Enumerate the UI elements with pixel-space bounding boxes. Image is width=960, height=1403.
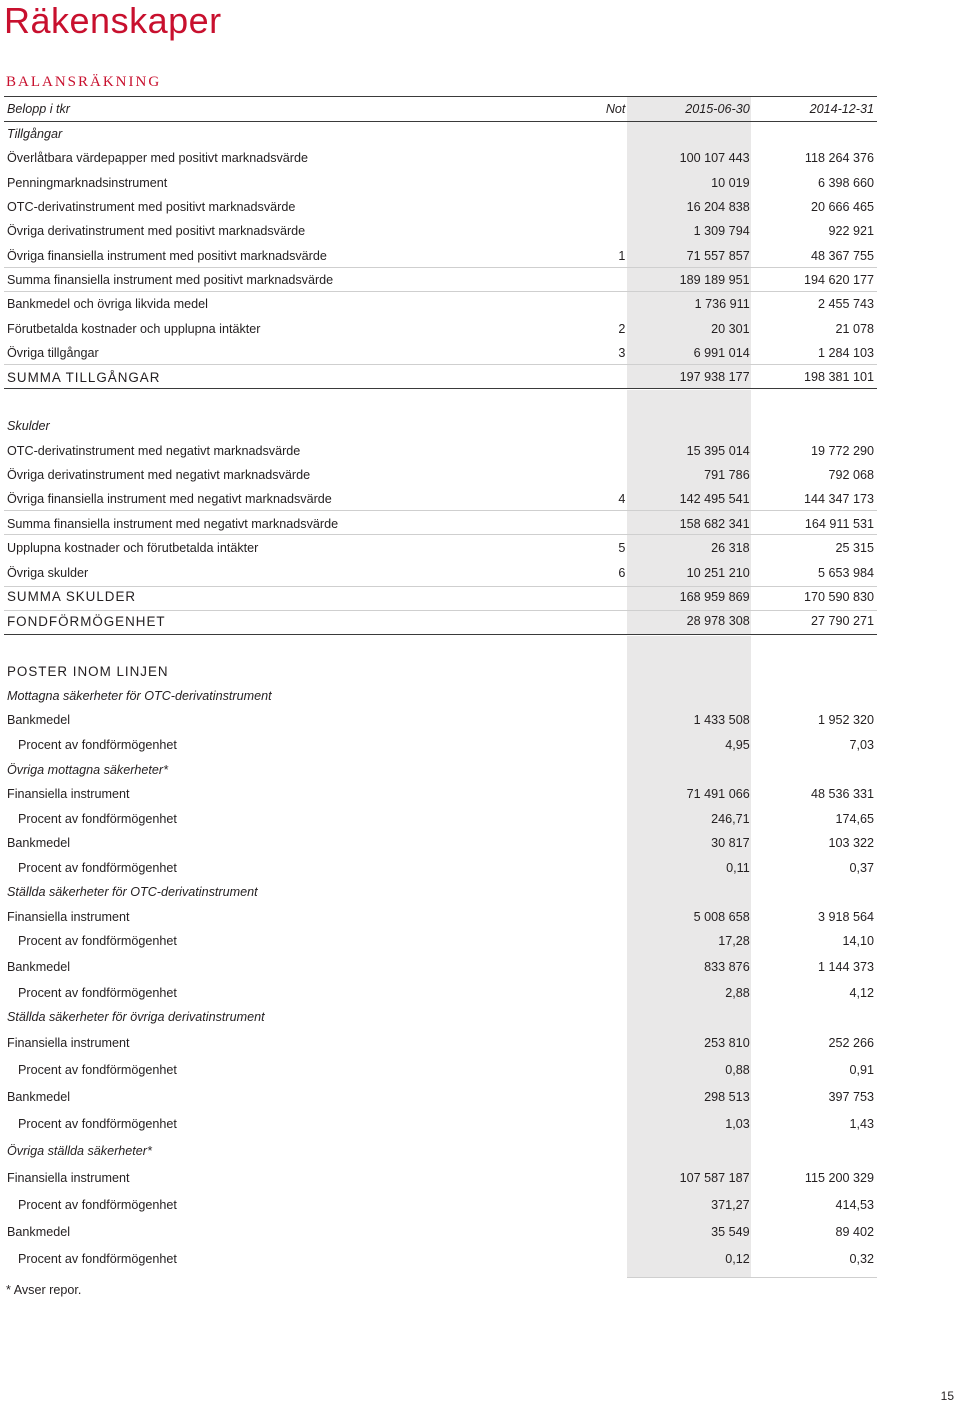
row-value-2014: 0,37 — [849, 860, 874, 875]
row-label: Övriga derivatinstrument med negativt marknadsvärde — [7, 467, 311, 482]
row-label: Bankmedel — [7, 1225, 71, 1239]
row-value-2015: 0,88 — [725, 1063, 750, 1077]
offbalance-row — [4, 757, 877, 782]
row-note — [591, 365, 628, 389]
row-label: Övriga tillgångar — [7, 345, 99, 360]
footnote: * Avser repor. — [6, 1283, 82, 1297]
row-note: 2 — [618, 321, 626, 336]
row-label: Finansiella instrument — [7, 787, 130, 802]
row-value-2014: 48 536 331 — [810, 787, 874, 802]
row-note — [591, 1192, 628, 1219]
row-value-2014: 252 266 — [828, 1036, 874, 1050]
row-value-2014 — [753, 1005, 877, 1030]
row-label: Överlåtbara värdepapper med positivt marknadsvärde — [7, 151, 309, 166]
offbalance-row — [4, 856, 877, 881]
row-note — [591, 1246, 628, 1272]
offbalance-row — [4, 1084, 877, 1111]
row-value-2014: 25 315 — [835, 541, 874, 556]
row-label: Procent av fondförmögenhet — [18, 1251, 177, 1266]
row-label: Procent av fondförmögenhet — [18, 1063, 177, 1077]
row-note — [591, 1138, 628, 1165]
assets-row — [4, 122, 877, 146]
offbalance-table — [4, 659, 877, 1272]
row-value-2015: 158 682 341 — [679, 516, 750, 531]
row-value-2015: 20 301 — [711, 321, 750, 336]
row-value-2014: 115 200 329 — [804, 1171, 874, 1185]
row-label: Övriga finansiella instrument med positivt marknadsvärde — [7, 248, 327, 263]
row-label: Finansiella instrument — [7, 1171, 130, 1185]
row-note — [591, 1219, 628, 1246]
row-note: 1 — [618, 248, 626, 263]
row-value-2015: 107 587 187 — [679, 1171, 750, 1185]
row-label: Summa finansiella instrument med positivt marknadsvärde — [7, 272, 334, 287]
row-label: Bankmedel — [7, 960, 71, 974]
row-label: Skulder — [7, 419, 50, 434]
row-value-2014: 7,03 — [849, 737, 874, 752]
row-value-2014: 1 952 320 — [817, 713, 874, 728]
row-value-2015: 1 433 508 — [693, 713, 750, 728]
rule-fund — [4, 634, 877, 635]
row-note — [591, 708, 628, 733]
row-label: Förutbetalda kostnader och upplupna intäkter — [7, 321, 261, 336]
row-value-2014: 414,53 — [835, 1198, 874, 1212]
row-value-2014: 118 264 376 — [804, 151, 874, 166]
row-note: 5 — [618, 541, 626, 556]
row-value-2014: 5 653 984 — [817, 565, 874, 580]
row-label: Procent av fondförmögenhet — [18, 737, 177, 752]
offbalance-row — [4, 831, 877, 856]
row-value-2015: 1 309 794 — [693, 224, 750, 239]
offbalance-row — [4, 684, 877, 709]
row-value-2015: 0,11 — [726, 860, 750, 875]
row-value-2014: 0,32 — [849, 1251, 874, 1266]
page-title: Räkenskaper — [4, 0, 222, 41]
row-note — [591, 782, 628, 807]
row-value-2015 — [628, 684, 752, 709]
row-value-2015: 298 513 — [704, 1090, 750, 1104]
row-value-2015 — [628, 880, 752, 905]
liabilities-row — [4, 560, 877, 584]
row-value-2015: 371,27 — [711, 1198, 750, 1212]
row-value-2015: 197 938 177 — [679, 370, 750, 385]
row-note — [591, 122, 628, 146]
row-value-2015: 4,95 — [725, 737, 750, 752]
row-value-2014: 0,91 — [849, 1063, 874, 1077]
row-label: Bankmedel — [7, 713, 71, 728]
row-label: SUMMA TILLGÅNGAR — [7, 369, 161, 385]
row-value-2014 — [753, 684, 877, 709]
row-note — [591, 1165, 628, 1192]
row-label: Bankmedel och övriga likvida medel — [7, 297, 208, 312]
offbalance-row — [4, 929, 877, 954]
row-value-2015: 10 019 — [711, 175, 750, 190]
row-value-2015: 10 251 210 — [686, 565, 750, 580]
row-value-2014: 170 590 830 — [803, 589, 874, 604]
row-value-2015 — [628, 414, 752, 438]
row-label: FONDFÖRMÖGENHET — [7, 613, 166, 629]
row-value-2015: 1 736 911 — [694, 297, 750, 312]
row-note — [591, 954, 628, 981]
row-value-2014: 48 367 755 — [810, 248, 874, 263]
row-value-2015: 30 817 — [711, 836, 750, 851]
row-value-2014 — [753, 122, 877, 146]
row-label: Upplupna kostnader och förutbetalda intäkter — [7, 541, 259, 556]
row-value-2014: 1 284 103 — [817, 345, 874, 360]
row-note — [591, 659, 628, 684]
row-value-2014: 922 921 — [828, 224, 874, 239]
balance-header — [4, 97, 877, 121]
row-value-2015: 168 959 869 — [679, 589, 750, 604]
offbalance-row — [4, 981, 877, 1006]
assets-row — [4, 146, 877, 170]
row-note — [591, 1030, 628, 1057]
row-note — [591, 146, 628, 170]
row-note — [591, 856, 628, 881]
header-col-2015: 2015-06-30 — [685, 102, 750, 117]
liabilities-row — [4, 585, 877, 609]
offbalance-row — [4, 1138, 877, 1165]
row-note — [591, 981, 628, 1006]
header-col-2014: 2014-12-31 — [809, 102, 874, 117]
offbalance-row — [4, 659, 877, 684]
offbalance-row — [4, 1005, 877, 1030]
row-value-2015: 5 008 658 — [693, 909, 750, 924]
row-value-2014: 6 398 660 — [817, 175, 874, 190]
row-note — [591, 438, 628, 462]
row-note — [591, 733, 628, 758]
assets-row — [4, 195, 877, 219]
row-value-2015 — [628, 1005, 752, 1030]
assets-row — [4, 219, 877, 243]
row-note: 4 — [618, 492, 626, 507]
row-note: 3 — [618, 345, 626, 360]
row-value-2015 — [628, 122, 752, 146]
offbalance-row — [4, 1165, 877, 1192]
row-value-2015: 71 491 066 — [686, 787, 750, 802]
offbalance-row — [4, 1057, 877, 1084]
row-label: Ställda säkerheter för övriga derivatinstrument — [7, 1010, 265, 1025]
liabilities-row — [4, 463, 877, 487]
row-value-2014: 198 381 101 — [803, 370, 874, 385]
row-value-2015: 0,12 — [725, 1251, 750, 1266]
liabilities-row — [4, 487, 877, 511]
row-label: SUMMA SKULDER — [7, 589, 137, 605]
liabilities-row — [4, 512, 877, 536]
row-value-2014: 1,43 — [849, 1117, 874, 1131]
offbalance-row — [4, 807, 877, 832]
row-value-2014: 19 772 290 — [810, 443, 874, 458]
row-note — [591, 195, 628, 219]
row-label: Mottagna säkerheter för OTC-derivatinstrument — [7, 688, 272, 703]
row-value-2014: 4,12 — [849, 985, 874, 1000]
row-value-2014: 27 790 271 — [810, 614, 874, 629]
liabilities-row — [4, 536, 877, 560]
row-note — [591, 609, 628, 633]
rule-offbalance-end — [627, 1277, 877, 1278]
row-value-2014: 164 911 531 — [804, 516, 874, 531]
row-label: Bankmedel — [7, 836, 71, 851]
row-label: Övriga finansiella instrument med negativt marknadsvärde — [7, 492, 332, 507]
row-label: Finansiella instrument — [7, 909, 130, 924]
row-label: POSTER INOM LINJEN — [7, 663, 169, 679]
row-value-2015: 71 557 857 — [686, 248, 750, 263]
row-value-2015: 2,88 — [725, 985, 750, 1000]
assets-row — [4, 171, 877, 195]
row-value-2014: 14,10 — [842, 934, 874, 949]
row-label: OTC-derivatinstrument med negativt marknadsvärde — [7, 443, 301, 458]
row-value-2015: 16 204 838 — [686, 200, 750, 215]
row-value-2014: 174,65 — [835, 811, 874, 826]
row-value-2014 — [753, 757, 877, 782]
offbalance-row — [4, 905, 877, 930]
assets-row — [4, 316, 877, 340]
offbalance-row — [4, 733, 877, 758]
row-note — [591, 219, 628, 243]
assets-row — [4, 292, 877, 316]
row-note — [591, 880, 628, 905]
row-label: Procent av fondförmögenhet — [18, 934, 177, 949]
offbalance-row — [4, 1219, 877, 1246]
row-note: 6 — [618, 565, 626, 580]
row-value-2015: 1,03 — [725, 1117, 750, 1131]
offbalance-row — [4, 1030, 877, 1057]
row-label: Procent av fondförmögenhet — [18, 811, 177, 826]
assets-row — [4, 268, 877, 292]
row-label: Bankmedel — [7, 1090, 71, 1104]
row-label: Ställda säkerheter för OTC-derivatinstrument — [7, 885, 258, 900]
row-value-2015: 26 318 — [711, 541, 750, 556]
row-value-2015: 100 107 443 — [679, 151, 750, 166]
offbalance-row — [4, 1111, 877, 1138]
row-note — [591, 1005, 628, 1030]
row-value-2014: 2 455 743 — [817, 297, 874, 312]
page-number: 15 — [940, 1389, 954, 1403]
row-note — [591, 1084, 628, 1111]
row-label: OTC-derivatinstrument med positivt marknadsvärde — [7, 200, 296, 215]
row-value-2015: 253 810 — [704, 1036, 750, 1050]
row-label: Övriga derivatinstrument med positivt marknadsvärde — [7, 224, 306, 239]
assets-row — [4, 341, 877, 365]
row-label: Procent av fondförmögenhet — [18, 1198, 177, 1212]
liabilities-row — [4, 609, 877, 633]
row-value-2015: 28 978 308 — [686, 614, 750, 629]
row-value-2014: 103 322 — [828, 836, 874, 851]
row-value-2015: 791 786 — [704, 467, 750, 482]
row-note — [591, 414, 628, 438]
row-note — [591, 831, 628, 856]
row-value-2014: 89 402 — [835, 1225, 874, 1239]
offbalance-row — [4, 880, 877, 905]
row-value-2014: 792 068 — [828, 467, 874, 482]
row-label: Övriga mottagna säkerheter* — [7, 762, 169, 777]
row-value-2014: 20 666 465 — [810, 200, 874, 215]
offbalance-row — [4, 1246, 877, 1272]
row-value-2015: 246,71 — [711, 811, 750, 826]
liabilities-table — [4, 414, 877, 634]
offbalance-row — [4, 782, 877, 807]
row-label: Finansiella instrument — [7, 1036, 130, 1050]
row-label: Penningmarknadsinstrument — [7, 175, 168, 190]
liabilities-row — [4, 414, 877, 438]
row-value-2014: 144 347 173 — [803, 492, 874, 507]
row-label: Övriga skulder — [7, 565, 89, 580]
row-value-2014: 3 918 564 — [817, 909, 874, 924]
row-label: Tillgångar — [7, 127, 63, 142]
row-value-2014 — [753, 880, 877, 905]
row-note — [591, 684, 628, 709]
row-value-2015: 15 395 014 — [686, 443, 750, 458]
offbalance-row — [4, 1192, 877, 1219]
header-note: Not — [605, 102, 626, 117]
assets-row — [4, 365, 877, 389]
row-value-2014 — [753, 1138, 877, 1165]
row-note — [591, 1111, 628, 1138]
row-note — [591, 585, 628, 609]
section-heading: BALANSRÄKNING — [6, 74, 162, 90]
assets-row — [4, 243, 877, 267]
row-value-2015: 833 876 — [704, 960, 750, 974]
row-value-2015: 142 495 541 — [679, 492, 750, 507]
row-value-2014 — [753, 659, 877, 684]
row-label: Procent av fondförmögenhet — [18, 1117, 177, 1131]
offbalance-row — [4, 708, 877, 733]
row-value-2015: 35 549 — [711, 1225, 750, 1239]
row-value-2014: 194 620 177 — [803, 272, 874, 287]
header-label: Belopp i tkr — [7, 102, 70, 117]
row-value-2014 — [753, 414, 877, 438]
row-note — [591, 807, 628, 832]
row-value-2015: 17,28 — [718, 934, 750, 949]
row-value-2014: 1 144 373 — [817, 960, 874, 974]
row-value-2014: 21 078 — [835, 321, 874, 336]
row-label: Procent av fondförmögenhet — [18, 985, 177, 1000]
row-note — [591, 905, 628, 930]
row-note — [591, 1057, 628, 1084]
liabilities-row — [4, 438, 877, 462]
row-note — [591, 463, 628, 487]
row-note — [591, 268, 628, 292]
row-note — [591, 512, 628, 536]
row-value-2014: 397 753 — [828, 1090, 874, 1104]
offbalance-row — [4, 954, 877, 981]
row-label: Summa finansiella instrument med negativt marknadsvärde — [7, 516, 339, 531]
row-value-2015 — [628, 757, 752, 782]
row-note — [591, 757, 628, 782]
row-value-2015 — [628, 1138, 752, 1165]
row-value-2015: 6 991 014 — [693, 345, 750, 360]
row-value-2015: 189 189 951 — [679, 272, 750, 287]
row-label: Övriga ställda säkerheter* — [7, 1144, 152, 1158]
row-note — [591, 929, 628, 954]
assets-table — [4, 122, 877, 389]
row-note — [591, 292, 628, 316]
row-value-2015 — [628, 659, 752, 684]
header-row — [4, 97, 877, 121]
row-note — [591, 171, 628, 195]
row-label: Procent av fondförmögenhet — [18, 860, 177, 875]
